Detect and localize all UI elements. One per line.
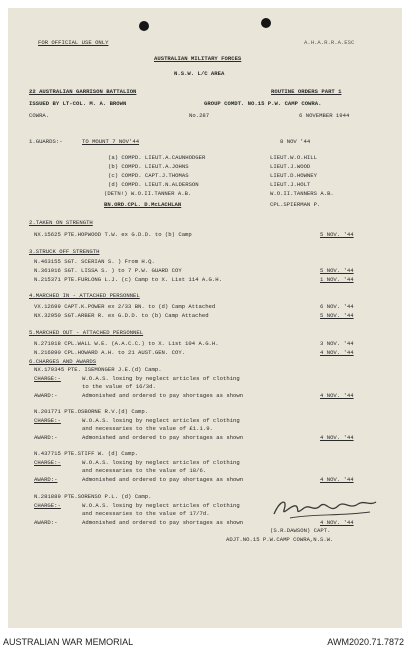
guard-row-left: (b) COMPD. LIEUT.A.JOHNS — [108, 163, 189, 170]
group-commandant: GROUP COMDT. NO.15 P.W. CAMP COWRA. — [204, 100, 322, 107]
taken-on-strength-heading: 2.TAKEN ON STRENGTH — [29, 219, 93, 226]
tos-date: 5 NOV. '44 — [320, 231, 354, 238]
mo-row: N.271018 CPL.WALL W.E. (A.A.C.C.) to X. List 104 A.G.H. — [34, 340, 219, 347]
corner-stamp: A.H.A.R.R.A.ESC — [304, 39, 355, 46]
award-date: 4 NOV. '44 — [320, 392, 354, 399]
guard-row-left: (d) COMPD. LIEUT.N.ALDERSON — [108, 181, 199, 188]
guard-row-right: LIEUT.J.HOLT — [270, 181, 311, 188]
guards-heading: 1.GUARDS:- — [29, 138, 63, 145]
place: COWRA. — [29, 112, 50, 119]
mi-row: VX.12699 CAPT.K.POWER ex 2/33 BN. to (d) Camp Attached — [34, 303, 216, 310]
charge-soldier: N.437715 PTE.STIFF W. (d) Camp. — [34, 450, 139, 457]
catalogue-number: AWM2020.71.7872 — [327, 637, 404, 647]
sos-date: 5 NOV. '44 — [320, 267, 354, 274]
marched-out-heading: 5.MARCHED OUT - ATTACHED PERSONNEL — [29, 329, 144, 336]
document-page — [8, 8, 402, 628]
sos-date: 1 NOV. '44 — [320, 276, 354, 283]
charge-text-cont: to the value of 16/3d. — [82, 383, 156, 390]
charge-text: W.O.A.S. losing by neglect articles of clothing — [82, 375, 240, 382]
order-date: 6 NOVEMBER 1944 — [299, 112, 350, 119]
mo-date: 4 NOV. '44 — [320, 349, 354, 356]
charge-soldier: N.201771 PTE.OSBORNE R.V.(d) Camp. — [34, 408, 149, 415]
archive-footer — [0, 630, 408, 653]
guards-mount: TO MOUNT 7 NOV'44 — [82, 138, 140, 145]
award-date: 4 NOV. '44 — [320, 434, 354, 441]
order-number: No.287 — [189, 112, 210, 119]
sos-row: N.215371 PTE.FURLONG L.J. (c) Camp to X. List 114 A.G.H. — [34, 276, 222, 283]
struck-off-heading: 3.STRUCK OFF STRENGTH — [29, 248, 100, 255]
award-label: AWARD:- — [34, 392, 58, 399]
award-text: Admonished and ordered to pay shortages as shown — [82, 434, 244, 441]
charge-text-cont: and necessaries to the value of 18/6. — [82, 467, 207, 474]
guard-row-right: LIEUT.W.O.HILL — [270, 154, 317, 161]
sos-row: N.463155 SGT. SCERIAN S. ) From H.Q. — [34, 258, 155, 265]
guard-row-left: (a) COMPD. LIEUT.A.CAUNHODGER — [108, 154, 206, 161]
award-date: 4 NOV. '44 — [320, 476, 354, 483]
guard-row-right: LIEUT.D.HOWNEY — [270, 172, 317, 179]
charge-label: CHARGE:- — [34, 375, 61, 382]
guard-row-right: CPL.SPIERMAN P. — [270, 201, 321, 208]
guard-row-right: LIEUT.J.WOOD — [270, 163, 311, 170]
award-label: AWARD:- — [34, 434, 58, 441]
mi-date: 5 NOV. '44 — [320, 312, 354, 319]
handwritten-signature — [270, 494, 380, 522]
charges-heading: 6.CHARGES AND AWARDS — [29, 358, 97, 365]
charge-label: CHARGE:- — [34, 417, 61, 424]
charge-label: CHARGE:- — [34, 502, 61, 509]
guard-row-left: BN.ORD.CPL. D.McLACHLAN — [104, 201, 182, 208]
tos-row: NX.15625 PTE.HOPWOOD T.W. ex G.D.D. to (b) Camp — [34, 231, 192, 238]
award-label: AWARD:- — [34, 519, 58, 526]
routine-orders — [8, 8, 402, 628]
guard-row-left: (c) COMPD. CAPT.J.THOMAS — [108, 172, 189, 179]
award-label: AWARD:- — [34, 476, 58, 483]
guards-date: 8 NOV '44 — [280, 138, 311, 145]
classification: FOR OFFICIAL USE ONLY — [38, 39, 109, 46]
guard-row-left: (DETN!) W.O.II.TANNER A.B. — [104, 190, 192, 197]
signatory-title: ADJT.NO.15 P.W.CAMP COWRA,N.S.W. — [226, 536, 334, 543]
area-title: N.S.W. L/C AREA — [174, 70, 225, 77]
mi-row: NX.32950 SGT.ARBER R. ex G.D.D. to (b) Camp Attached — [34, 312, 209, 319]
routine-orders-label: ROUTINE ORDERS PART 1 — [271, 88, 342, 95]
mo-date: 3 NOV. '44 — [320, 340, 354, 347]
charge-text-cont: and necessaries to the value of 17/7d. — [82, 510, 210, 517]
charge-text: W.O.A.S. losing by neglect articles of clothing — [82, 459, 240, 466]
sos-row: N.361916 SGT. LISSA S. ) to 7 P.W. GUARD COY — [34, 267, 182, 274]
charge-soldier: NX.179345 PTE. ISEMONGER J.E.(d) Camp. — [34, 366, 162, 373]
charge-text: W.O.A.S. losing by neglect articles of clothing — [82, 417, 240, 424]
charge-text: W.O.A.S. losing by neglect articles of clothing — [82, 502, 240, 509]
marched-in-heading: 4.MARCHED IN - ATTACHED PERSONNEL — [29, 292, 140, 299]
mo-row: N.216890 CPL.HOWARD A.H. to 21 AUST.GEN. COY. — [34, 349, 186, 356]
mi-date: 6 NOV. '44 — [320, 303, 354, 310]
award-text: Admonished and ordered to pay shortages as shown — [82, 392, 244, 399]
issued-by: ISSUED BY LT-COL. M. A. BROWN — [29, 100, 127, 107]
award-date: 4 NOV. '44 — [320, 519, 354, 526]
charge-label: CHARGE:- — [34, 459, 61, 466]
archive-source: AUSTRALIAN WAR MEMORIAL — [3, 637, 134, 647]
award-text: Admonished and ordered to pay shortages as shown — [82, 519, 244, 526]
battalion: 22 AUSTRALIAN GARRISON BATTALION — [29, 88, 137, 95]
document-title: AUSTRALIAN MILITARY FORCES — [154, 55, 242, 62]
guard-row-right: W.O.II.TANNERS A.B. — [270, 190, 334, 197]
signatory-name: (S.R.DAWSON) CAPT. — [270, 527, 331, 534]
charge-text-cont: and necessaries to the value of £1.1.9. — [82, 425, 213, 432]
award-text: Admonished and ordered to pay shortages as shown — [82, 476, 244, 483]
charge-soldier: N.281889 PTE.SORENSO P.L. (d) Camp. — [34, 493, 152, 500]
